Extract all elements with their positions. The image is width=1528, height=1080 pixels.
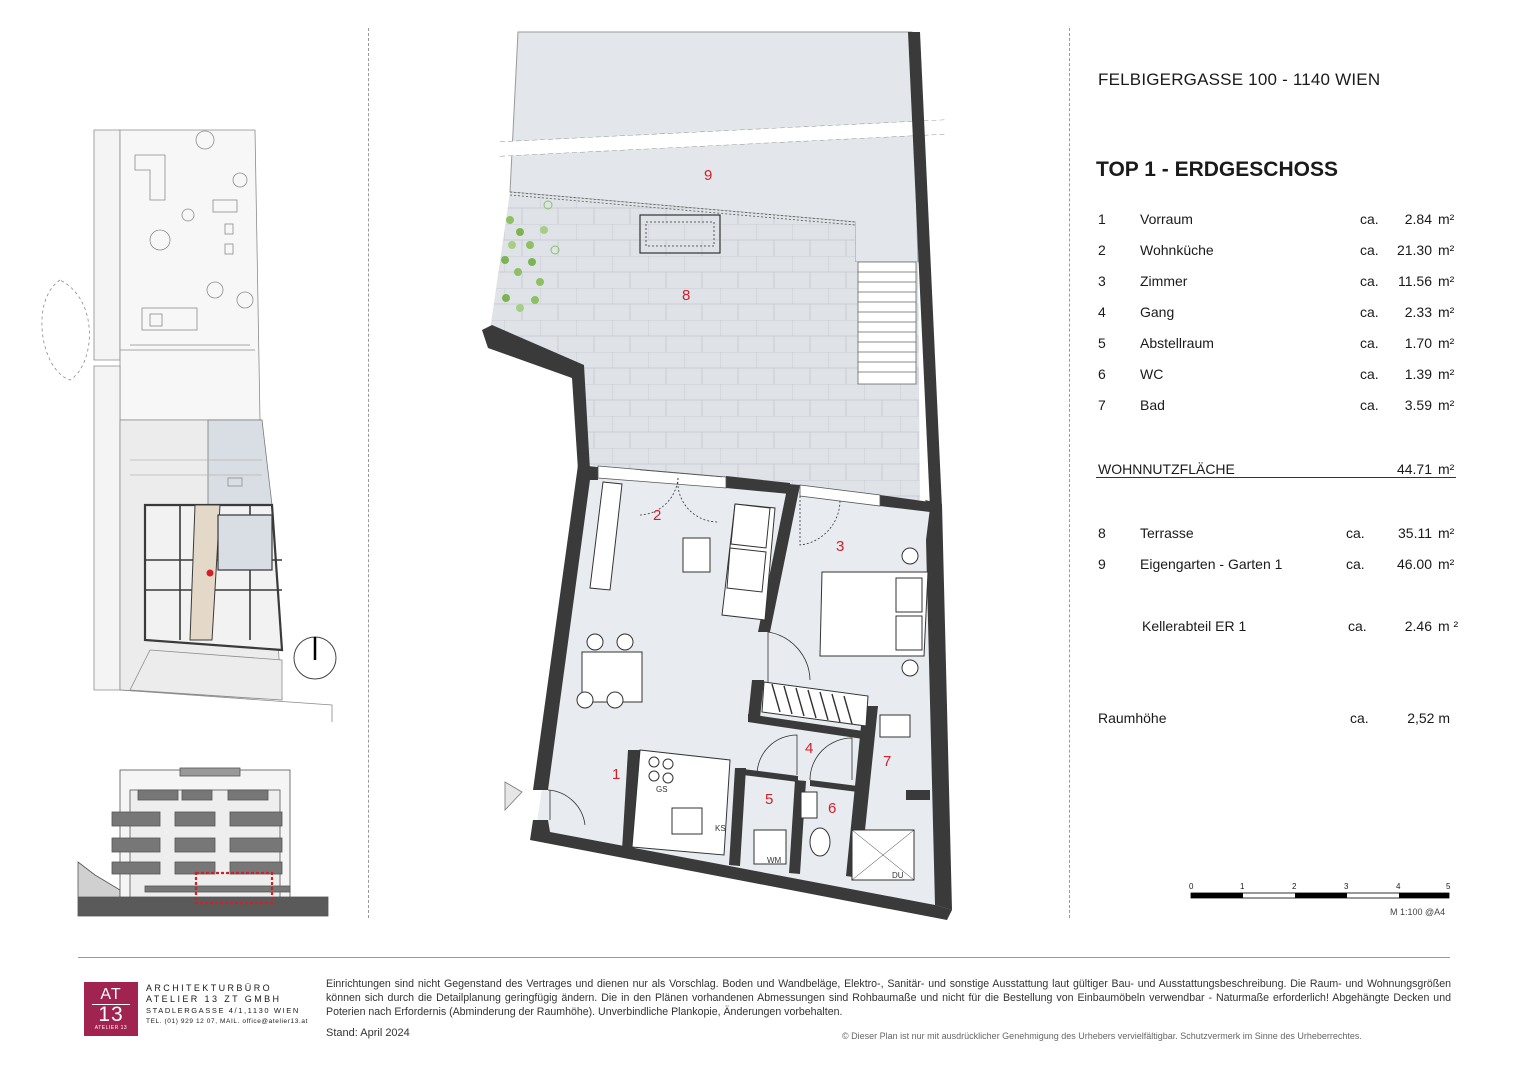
- cellar-row: Kellerabteil ER 1 ca. 2.46 m ²: [1142, 618, 1459, 634]
- scale-label-5: 5: [1446, 882, 1451, 891]
- date-stamp: Stand: April 2024: [326, 1027, 410, 1039]
- firm-line-2: ATELIER 13 ZT GMBH: [146, 994, 282, 1004]
- scale-bar: [1191, 893, 1449, 898]
- room-label-8: 8: [682, 287, 691, 304]
- outdoor-row: 9 Eigengarten - Garten 1 ca. 46.00 m²: [1098, 556, 1455, 572]
- room-row: 6 WC ca. 1.39 m²: [1098, 366, 1455, 382]
- scale-label-0: 0: [1189, 882, 1194, 891]
- room-label-2: 2: [653, 507, 662, 524]
- building-elevation: [78, 768, 328, 916]
- room-label-4: 4: [805, 740, 814, 757]
- firm-logo: AT 13 ATELIER 13: [84, 982, 138, 1036]
- label-du: DU: [892, 871, 904, 880]
- label-gs: GS: [656, 785, 668, 794]
- firm-info: [146, 983, 308, 1027]
- copyright-note: © Dieser Plan ist nur mit ausdrücklicher Genehmigung des Urhebers vervielfältigbar. Schutzvermerk im Sinne des Urheberrechtes.: [842, 1031, 1362, 1041]
- scale-label-3: 3: [1344, 882, 1349, 891]
- room-label-6: 6: [828, 800, 837, 817]
- scale-label-1: 1: [1240, 882, 1245, 891]
- kitchen: [632, 750, 730, 855]
- room-label-3: 3: [836, 538, 845, 555]
- site-building: [145, 505, 282, 650]
- scale-label-4: 4: [1396, 882, 1401, 891]
- firm-address: STADLERGASSE 4/1,1130 WIEN: [146, 1006, 300, 1015]
- label-wm: WM: [767, 856, 782, 865]
- entrance-arrow-icon: [505, 782, 522, 810]
- room-row: 3 Zimmer ca. 11.56 m²: [1098, 273, 1455, 289]
- scale-label-2: 2: [1292, 882, 1297, 891]
- room-label-1: 1: [612, 766, 621, 783]
- scale-note: M 1:100 @A4: [1390, 907, 1446, 917]
- stairs: [858, 262, 916, 384]
- firm-line-1: ARCHITEKTURBÜRO: [146, 983, 273, 993]
- firm-contact: TEL. (01) 929 12 07, MAIL. office@atelier13.at: [146, 1018, 308, 1025]
- room-label-5: 5: [765, 791, 774, 808]
- footer-divider: [78, 957, 1450, 958]
- outdoor-row: 8 Terrasse ca. 35.11 m²: [1098, 525, 1455, 541]
- room-row: 7 Bad ca. 3.59 m²: [1098, 397, 1455, 413]
- room-row: 1 Vorraum ca. 2.84 m²: [1098, 211, 1455, 227]
- label-ks: KS: [715, 824, 726, 833]
- location-marker: [207, 570, 214, 577]
- room-row: 2 Wohnküche ca. 21.30 m²: [1098, 242, 1455, 258]
- room-row: 5 Abstellraum ca. 1.70 m²: [1098, 335, 1455, 351]
- disclaimer-text: Einrichtungen sind nicht Gegenstand des Vertrages und dienen nur als Vorschlag. Boden und Wandbeläge, Elektro-, Sanitär- und sonstige Ausstattung laut gültiger Bau- und Ausstattungsbeschreibung. Die Raum- und Wohnungsgrößen können sich durch die Detailplanung geringfügig ändern. Die in den Plänen vorhandenen Abmessungen sind Rohbaumaße und nicht für die Bestellung von Einbaumöbeln verwendbar - Naturmaße erforderlich! Abgehängte Decken und Poterien nach Erfordernis (Abminderung der Raumhöhe). Unverbindliche Plankopie, Änderungen vorbehalten.: [326, 978, 1451, 1018]
- living-area-total: WOHNNUTZFLÄCHE 44.71 m²: [1098, 461, 1455, 477]
- room-label-9: 9: [704, 167, 713, 184]
- unit-title: TOP 1 - ERDGESCHOSS: [1096, 158, 1338, 181]
- room-row: 4 Gang ca. 2.33 m²: [1098, 304, 1455, 320]
- north-arrow-icon: [294, 637, 336, 679]
- address: FELBIGERGASSE 100 - 1140 WIEN: [1098, 70, 1381, 89]
- ceiling-height-row: Raumhöhe ca. 2,52 m: [1098, 710, 1450, 726]
- room-label-7: 7: [883, 753, 892, 770]
- total-underline: [1096, 477, 1456, 478]
